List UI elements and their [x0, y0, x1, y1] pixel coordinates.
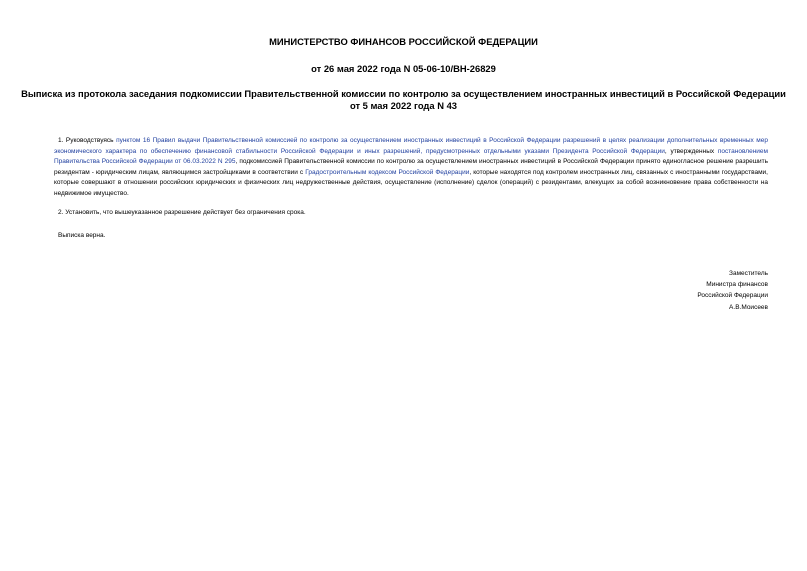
paragraph-2: 2. Установить, что вышеуказанное разрешение действует без ограничения срока.: [58, 209, 306, 216]
signature-position-line1: Заместитель: [729, 270, 768, 277]
paragraph-1-text-a: 1. Руководствуясь: [58, 137, 117, 144]
letter-reference: от 26 мая 2022 года N 05-06-10/ВН-26829: [311, 63, 496, 74]
paragraph-1-text-b: , утвержденных: [664, 147, 718, 155]
paragraph-1: [54, 136, 768, 200]
ministry-name: МИНИСТЕРСТВО ФИНАНСОВ РОССИЙСКОЙ ФЕДЕРАЦИИ: [269, 36, 538, 47]
link-urban-planning-code[interactable]: Градостроительным кодексом Российской Федерации: [305, 168, 470, 176]
link-government-resolution-295[interactable]: постановлением Правительства Российской Федерации от 06.03.2022 N 295: [54, 147, 768, 166]
paragraph-3: Выписка верна.: [58, 232, 106, 239]
document-title-line1: Выписка из протокола заседания подкомиссии Правительственной комиссии по контролю за осуществлением иностранных инвестиций в Российской Федерации: [21, 88, 786, 99]
signature-block: [697, 268, 768, 313]
paragraph-1-text-d: , которые находятся под контролем иностранных лиц, связанных с иностранными государствами, которые совершают в отношении российских юридических и физических лиц недружественные действия, осуществление (исполнение) сделок (операций) с резидентами, влекущих за собой возникновение права собственности на недвижимое имущество.: [54, 168, 768, 197]
document-title-line2: от 5 мая 2022 года N 43: [349, 100, 458, 111]
signature-position-line2: Министра финансов: [706, 281, 768, 289]
signature-position-line3: Российской Федерации: [697, 292, 768, 300]
signature-name: А.В.Моисеев: [729, 303, 768, 311]
paragraph-1-text-c: , подкомиссией Правительственной комиссии по контролю за осуществлением иностранных инвестиций в Российской Федерации принято единогласное решение разрешить резидентам - юридическим лицам, являющимся застройщиками в соответствии с: [54, 158, 768, 176]
document-title: [0, 88, 807, 112]
link-rules-clause-16[interactable]: пунктом 16 Правил выдачи Правительственной комиссией по контролю за осуществлением иностранных инвестиций в Российской Федерации разрешений в целях реализации дополнительных временных мер экономического характера по обеспечению финансовой стабильности Российской Федерации и иных разрешений, предусмотренных отдельными указами Президента Российской Федерации: [54, 137, 768, 155]
